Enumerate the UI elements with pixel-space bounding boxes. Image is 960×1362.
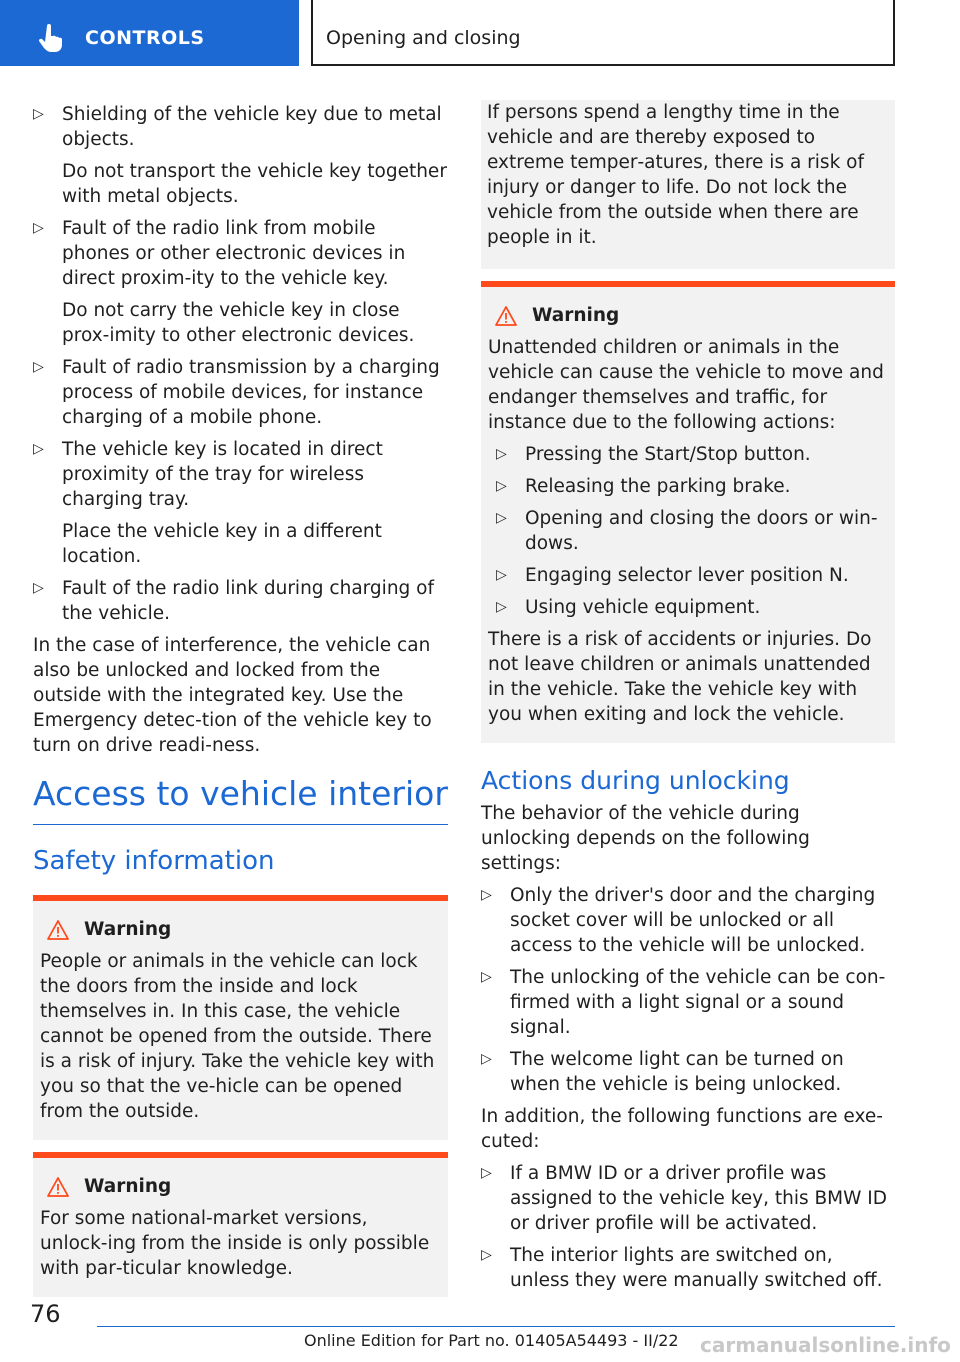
list-item: ▷ Fault of the radio link during charging of the vehicle. (33, 578, 434, 624)
arrow-bullet-icon: ▷ (33, 441, 44, 457)
watermark: carmanualsonline.info (700, 1333, 951, 1357)
arrow-bullet-icon: ▷ (496, 478, 507, 494)
warning-box (33, 1152, 448, 1297)
list-item: ▷ Only the driver's door and the charging socket cover will be unlocked or all access to the vehicle will be unlocked. (481, 885, 876, 956)
warning-text: There is a risk of accidents or injuries. Do not leave children or animals unattended in the vehicle. Take the vehicle key with you when exiting and lock the vehicle. (488, 629, 872, 725)
arrow-bullet-icon: ▷ (481, 969, 492, 985)
list-item-note: Do not transport the vehicle key together with metal objects. (62, 161, 447, 207)
arrow-bullet-icon: ▷ (496, 599, 507, 615)
page-number: 76 (30, 1300, 61, 1328)
warning-triangle-icon (495, 305, 517, 327)
warning-title: Warning (84, 919, 172, 940)
warning-text: People or animals in the vehicle can lock the doors from the inside and lock themselves in. In this case, the vehicle cannot be opened from the outside. There is a risk of injury. Take the vehicle key with you so that the ve‐hicle can be opened from the outside. (40, 951, 435, 1122)
list-item: ▷ Using vehicle equipment. (496, 597, 761, 618)
warning-title: Warning (532, 305, 620, 326)
unlocking-paragraph: The behavior of the vehicle during unlocking depends on the following settings: (481, 803, 810, 874)
warning-text: If persons spend a lengthy time in the vehicle and are thereby exposed to extreme temper‐atures, there is a risk of injury or danger to life. Do not lock the vehicle from the outside when there are people in it. (487, 102, 864, 248)
functions-paragraph: In addition, the following functions are exe‐cuted: (481, 1106, 883, 1152)
list-item: ▷ Opening and closing the doors or win‐dows. (496, 508, 878, 554)
list-item-note: Do not carry the vehicle key in close prox‐imity to other electronic devices. (62, 300, 415, 346)
warning-header (488, 303, 887, 328)
arrow-bullet-icon: ▷ (496, 446, 507, 462)
list-item-note: Place the vehicle key in a different location. (62, 521, 382, 567)
warning-header (40, 1174, 440, 1199)
arrow-bullet-icon: ▷ (481, 887, 492, 903)
list-item: ▷ Releasing the parking brake. (496, 476, 791, 497)
arrow-bullet-icon: ▷ (33, 220, 44, 236)
arrow-bullet-icon: ▷ (33, 580, 44, 596)
functions-list (481, 1161, 895, 1293)
arrow-bullet-icon: ▷ (481, 1165, 492, 1181)
arrow-bullet-icon: ▷ (481, 1247, 492, 1263)
header-border-right (893, 0, 895, 66)
warning-title: Warning (84, 1176, 172, 1197)
chapter-title: Opening and closing (326, 27, 521, 49)
list-item: ▷ The interior lights are switched on, unless they were manually switched off. (481, 1245, 883, 1291)
warning-header (40, 917, 440, 942)
warning-triangle-icon (47, 919, 69, 941)
arrow-bullet-icon: ▷ (33, 359, 44, 375)
warning-text: Unattended children or animals in the vehicle can cause the vehicle to move and endanger themselves and traffic, for instance due to the following actions: (488, 337, 884, 433)
left-column (33, 102, 448, 1297)
arrow-bullet-icon: ▷ (496, 510, 507, 526)
warning-box (481, 281, 895, 743)
hand-pointer-icon (38, 24, 64, 52)
arrow-bullet-icon: ▷ (481, 1051, 492, 1067)
subsection-heading: Safety information (33, 846, 275, 876)
arrow-bullet-icon: ▷ (33, 106, 44, 122)
subsection-heading: Actions during unlocking (481, 766, 790, 795)
warning-triangle-icon (47, 1176, 69, 1198)
header-divider (311, 0, 313, 66)
interference-paragraph: In the case of interference, the vehicle can also be unlocked and locked from the outside with the integrated key. Use the Emergency detec‐tion of the vehicle key to turn on drive readi‐ness. (33, 635, 432, 756)
list-item: ▷ The welcome light can be turned on when the vehicle is being unlocked. (481, 1049, 844, 1095)
header-underline (311, 64, 895, 66)
list-item: ▷ Pressing the Start/Stop button. (496, 444, 811, 465)
warning-continuation (481, 100, 895, 269)
list-item: ▷ Engaging selector lever position N. (496, 565, 849, 586)
edition-text: Online Edition for Part no. 01405A54493 - II/22 (304, 1331, 679, 1350)
warning-box (33, 895, 448, 1140)
section-tab (0, 0, 299, 66)
list-item: ▷ The vehicle key is located in direct proximity of the tray for wireless charging tray. Place the vehicle key in a different location. (33, 437, 448, 569)
list-item: ▷ Fault of radio transmission by a charging process of mobile devices, for instance charging of a mobile phone. (33, 357, 440, 428)
section-label: CONTROLS (85, 27, 205, 49)
list-item: ▷ If a BMW ID or a driver profile was assigned to the vehicle key, this BMW ID or driver profile will be activated. (481, 1163, 888, 1234)
arrow-bullet-icon: ▷ (496, 567, 507, 583)
right-column (481, 102, 895, 1300)
actions-list (488, 442, 887, 620)
warning-text: For some national-market versions, unlock‐ing from the inside is only possible with par‐ticular knowledge. (40, 1208, 430, 1279)
list-item: ▷ The unlocking of the vehicle can be con‐firmed with a light signal or a sound signal. (481, 967, 886, 1038)
settings-list (481, 883, 895, 1097)
list-item: ▷ Fault of the radio link from mobile phones or other electronic devices in direct proxim‐ity to the vehicle key. Do not carry the vehicle key in close prox‐imity to other electronic devices. (33, 216, 448, 348)
interference-list (33, 102, 448, 626)
section-heading: Access to vehicle interior (33, 774, 448, 825)
footer-rule (97, 1326, 895, 1327)
list-item: ▷ Shielding of the vehicle key due to metal objects. Do not transport the vehicle key together with metal objects. (33, 104, 447, 207)
